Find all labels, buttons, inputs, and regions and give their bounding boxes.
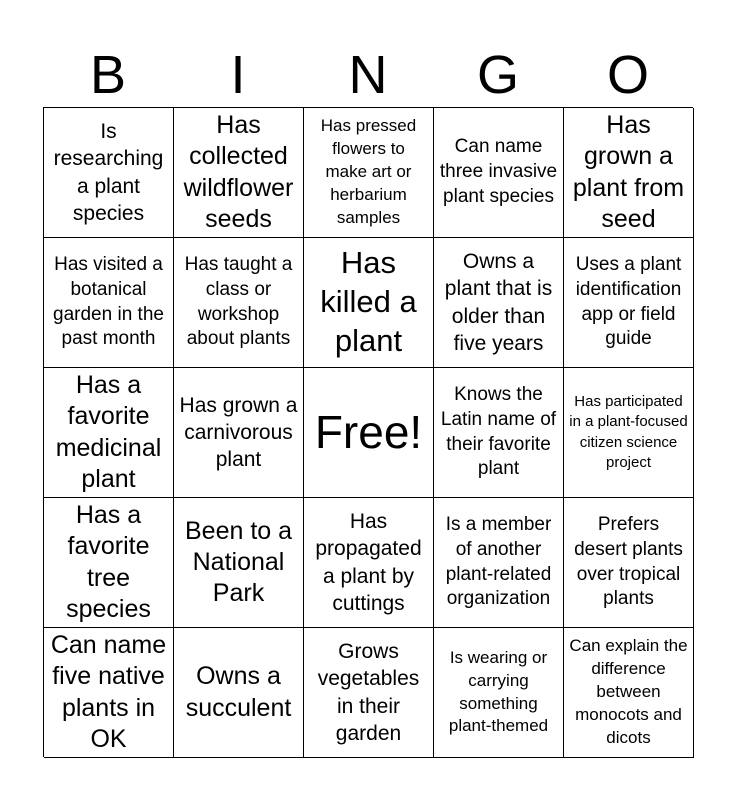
cell-text: Has visited a botanical garden in the past month <box>53 254 164 350</box>
cell-text: Prefers desert plants over tropical plants <box>574 514 683 610</box>
cell-text: Been to a National Park <box>184 516 293 608</box>
bingo-board <box>43 107 693 757</box>
cell-text: Has a favorite medicinal plant <box>55 371 162 493</box>
bingo-cell[interactable] <box>564 108 694 238</box>
bingo-cell[interactable] <box>304 108 434 238</box>
bingo-cell[interactable] <box>174 238 304 368</box>
cell-text: Can name five native plants in OK <box>50 631 167 753</box>
bingo-header <box>43 42 693 108</box>
bingo-cell[interactable] <box>304 498 434 628</box>
bingo-cell[interactable] <box>304 238 434 368</box>
bingo-cell[interactable] <box>564 498 694 628</box>
cell-text: Knows the Latin name of their favorite plant <box>440 384 557 480</box>
free-space-label: Free! <box>314 406 423 459</box>
header-letter-b: B <box>89 45 127 105</box>
cell-text: Has killed a plant <box>320 245 417 358</box>
cell-text: Has grown a plant from seed <box>572 111 685 233</box>
header-letter-o: O <box>606 45 649 105</box>
header-letter-g: G <box>476 45 519 105</box>
cell-text: Is researching a plant species <box>53 119 164 225</box>
cell-text: Owns a plant that is older than five years <box>444 249 553 355</box>
bingo-cell[interactable] <box>564 368 694 498</box>
cell-text: Is a member of another plant-related organization <box>445 514 552 610</box>
bingo-cell[interactable] <box>304 628 434 758</box>
header-letter-n: N <box>348 45 388 105</box>
cell-text: Owns a succulent <box>185 662 292 722</box>
bingo-cell[interactable] <box>44 498 174 628</box>
bingo-cell[interactable] <box>434 108 564 238</box>
cell-text: Has a favorite tree species <box>66 501 151 623</box>
bingo-cell[interactable] <box>434 628 564 758</box>
cell-text: Grows vegetables in their garden <box>317 639 420 745</box>
cell-text: Has grown a carnivorous plant <box>179 393 298 472</box>
cell-text: Is wearing or carrying something plant-themed <box>448 647 549 736</box>
cell-text: Can explain the difference between monocots and dicots <box>569 636 688 747</box>
bingo-cell[interactable] <box>44 368 174 498</box>
cell-text: Has pressed flowers to make art or herbarium samples <box>320 116 417 227</box>
bingo-cell[interactable] <box>564 628 694 758</box>
cell-text: Has collected wildflower seeds <box>183 111 294 233</box>
header-letter-i: I <box>230 45 246 105</box>
bingo-cell[interactable] <box>174 368 304 498</box>
bingo-cell[interactable] <box>434 368 564 498</box>
bingo-cell[interactable] <box>434 238 564 368</box>
bingo-cell[interactable] <box>564 238 694 368</box>
cell-text: Uses a plant identification app or field guide <box>575 254 682 350</box>
cell-text: Can name three invasive plant species <box>439 136 558 207</box>
bingo-cell[interactable] <box>174 498 304 628</box>
bingo-cell[interactable] <box>44 238 174 368</box>
bingo-cell[interactable] <box>174 628 304 758</box>
cell-text: Has taught a class or workshop about plants <box>184 254 293 350</box>
bingo-cell[interactable] <box>174 108 304 238</box>
bingo-cell[interactable] <box>44 628 174 758</box>
bingo-cell[interactable] <box>434 498 564 628</box>
cell-text: Has propagated a plant by cuttings <box>315 509 422 615</box>
free-space-cell[interactable] <box>304 368 434 498</box>
cell-text: Has participated in a plant-focused citizen science project <box>569 393 688 471</box>
bingo-cell[interactable] <box>44 108 174 238</box>
